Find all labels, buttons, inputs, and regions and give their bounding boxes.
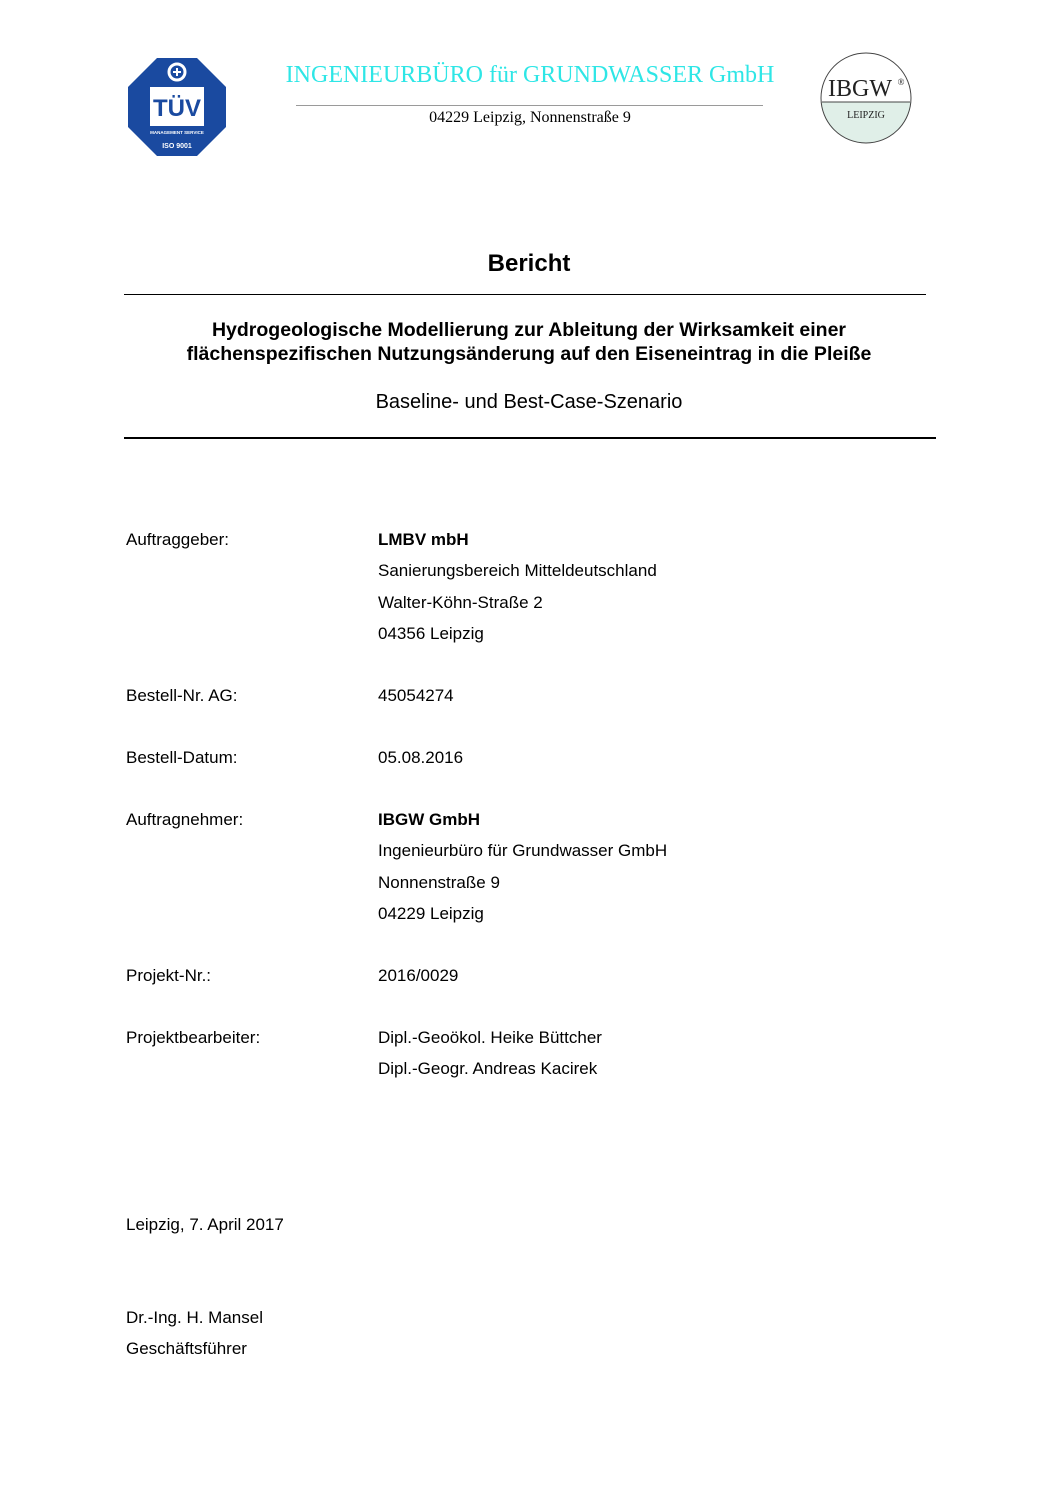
contractor-city: 04229 Leipzig [378, 904, 484, 923]
header-divider [296, 105, 763, 106]
report-title-line-2: flächenspezifischen Nutzungsänderung auf den Eiseneintrag in die Pleiße [186, 343, 872, 365]
contractor-street: Nonnenstraße 9 [378, 873, 500, 892]
order-number-value: 45054274 [378, 686, 454, 705]
signer-name: Dr.-Ing. H. Mansel [126, 1308, 263, 1327]
contractor-name: IBGW GmbH [378, 810, 480, 829]
signer-role: Geschäftsführer [126, 1339, 247, 1358]
company-address: 04229 Leipzig, Nonnenstraße 9 [429, 109, 631, 126]
ibgw-registered-mark: ® [897, 77, 905, 87]
ibgw-leipzig-logo-icon [818, 50, 914, 146]
tuv-iso-text: ISO 9001 [162, 143, 192, 150]
client-city: 04356 Leipzig [378, 624, 484, 643]
client-department: Sanierungsbereich Mitteldeutschland [378, 561, 657, 580]
document-type-heading: Bericht [487, 250, 571, 277]
report-title [120, 318, 938, 366]
client-label: Auftraggeber: [126, 530, 230, 549]
project-number-value: 2016/0029 [378, 966, 459, 985]
title-divider-bottom [124, 437, 936, 439]
client-name: LMBV mbH [378, 530, 469, 549]
project-staff-label: Projektbearbeiter: [126, 1028, 261, 1047]
order-date-label: Bestell-Datum: [126, 748, 238, 767]
ibgw-city-text: LEIPZIG [847, 110, 885, 121]
title-divider-top [124, 294, 926, 295]
place-date: Leipzig, 7. April 2017 [126, 1215, 284, 1234]
report-subtitle: Baseline- und Best-Case-Szenario [375, 391, 683, 413]
project-staff-1: Dipl.-Geoökol. Heike Büttcher [378, 1028, 602, 1047]
tuv-iso-9001-seal-icon [128, 58, 226, 156]
report-title-line-1: Hydrogeologische Modellierung zur Ableitung der Wirksamkeit einer [211, 319, 847, 341]
company-name: INGENIEURBÜRO für GRUNDWASSER GmbH [285, 62, 775, 88]
client-street: Walter-Köhn-Straße 2 [378, 593, 543, 612]
ibgw-brand-text: IBGW [828, 76, 892, 102]
project-staff-2: Dipl.-Geogr. Andreas Kacirek [378, 1059, 598, 1078]
contractor-label: Auftragnehmer: [126, 810, 244, 829]
order-number-label: Bestell-Nr. AG: [126, 686, 238, 705]
tuv-service-text: MANAGEMENT SERVICE [150, 130, 204, 135]
project-number-label: Projekt-Nr.: [126, 966, 212, 985]
contractor-full-name: Ingenieurbüro für Grundwasser GmbH [378, 841, 668, 860]
order-date-value: 05.08.2016 [378, 748, 464, 767]
tuv-brand-text: TÜV [153, 95, 201, 122]
